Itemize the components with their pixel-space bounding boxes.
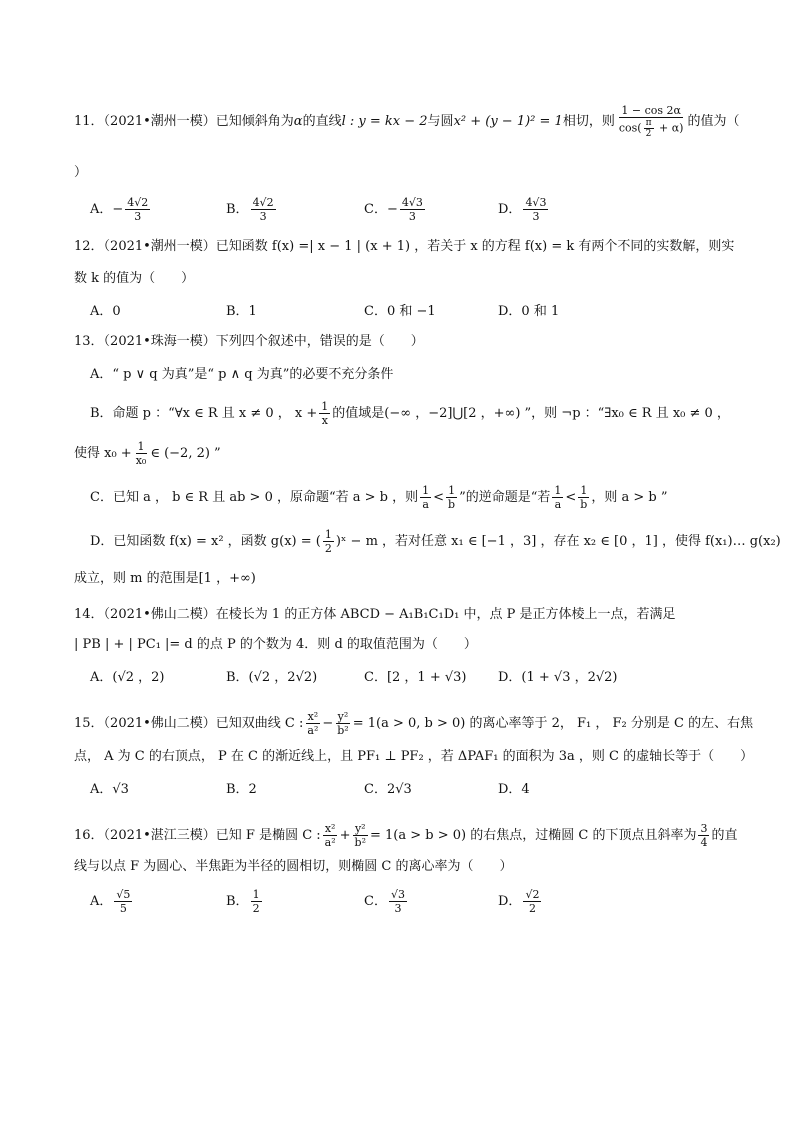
q13-c-frac4-den: b (580, 498, 588, 511)
q16-x2: x² (324, 822, 336, 835)
q16-a2: a² (324, 836, 336, 849)
q11-frac-denominator (617, 118, 686, 139)
q13-c-lt2: < (565, 490, 577, 505)
q13-c-frac4-num: 1 (580, 484, 588, 497)
q13-b-text-b: 的值域是(−∞ ，−2]⋃[2 ，+∞) ”，则 ¬p ：“∃x₀ ∈ R 且 x₀ ≠ 0 ， (332, 406, 730, 421)
q16-option-b (226, 888, 264, 915)
q15-x2: x² (307, 710, 319, 723)
q16-option-c-num: √3 (390, 888, 405, 901)
question-16-stem (74, 822, 737, 849)
q11-option-a-den: 3 (134, 210, 142, 223)
q16-option-a-den: 5 (119, 902, 127, 915)
q16-option-d (498, 888, 543, 915)
q16-text-b: = 1(a > b > 0) 的右焦点，过椭圆 C 的下顶点且斜率为 (370, 828, 697, 843)
q11-text-e: 的值为（ (687, 114, 740, 129)
q11-option-c-sign: − (386, 202, 398, 217)
question-11-stem (74, 104, 740, 139)
q14-option-b: B．(√2 ，2√2) (226, 670, 318, 685)
q14-option-d: D．(1 + √3 ，2√2) (498, 670, 618, 685)
q11-fraction (617, 104, 686, 139)
q15-option-d: D．4 (498, 782, 530, 797)
q11-option-b-label: B． (226, 202, 249, 217)
q15-y2: y² (337, 710, 349, 723)
q16-option-b-label: B． (226, 894, 249, 909)
q16-y2: y² (354, 822, 366, 835)
q11-option-d-label: D． (498, 202, 522, 217)
q11-alpha: α (293, 114, 303, 129)
q11-option-a-num: 4√2 (127, 196, 149, 209)
question-13-stem: 13．（2021•珠海一模）下列四个叙述中，错误的是（ ） (74, 334, 424, 349)
q15-option-b: B．2 (226, 782, 257, 797)
q12-option-d: D．0 和 1 (498, 304, 560, 319)
q11-text-a: 11．（2021•潮州一模）已知倾斜角为 (74, 114, 294, 129)
q13-c-text-a: C．已知 a ， b ∈ R 且 ab > 0 ，原命题“若 a > b ，则 (90, 490, 419, 505)
question-12-stem: 12．（2021•潮州一模）已知函数 f(x) =| x − 1 | (x + 1) ，若关于 x 的方程 f(x) = k 有两个不同的实数解，则实 (74, 239, 735, 254)
q13-b-text-a: B．命题 p ：“∀x ∈ R 且 x ≠ 0 ， x + (90, 406, 318, 421)
q16-option-c (364, 888, 409, 915)
q14-option-a: A．(√2 ，2) (90, 670, 165, 685)
q12-option-b: B．1 (226, 304, 257, 319)
q13-c-frac3-num: 1 (554, 484, 562, 497)
q13-d-frac-num: 1 (324, 528, 332, 541)
q16-b2: b² (354, 836, 366, 849)
question-16-stem-continuation: 线与以点 F 为圆心、半焦距为半径的圆相切，则椭圆 C 的离心率为（ ） (74, 859, 513, 874)
q13-c-lt1: < (433, 490, 445, 505)
q11-option-a-label: A． (90, 202, 113, 217)
q13-option-d-line2: 成立，则 m 的范围是[1 ，+∞) (74, 571, 256, 586)
q11-text-d: 相切，则 (562, 114, 615, 129)
q13-c-text-b: ”的逆命题是“若 (459, 490, 551, 505)
q13-option-c (90, 484, 667, 511)
q16-text-a: 16．（2021•湛江三模）已知 F 是椭圆 C : (74, 828, 321, 843)
q15-text-a: 15．（2021•佛山二模）已知双曲线 C : (74, 716, 304, 731)
q16-slope-num: 3 (700, 822, 708, 835)
q13-c-frac1-den: a (422, 498, 429, 511)
q11-option-c-den: 3 (408, 210, 416, 223)
q13-c-frac2-den: b (448, 498, 456, 511)
q11-den-plus-alpha: + α) (655, 121, 684, 135)
q13-option-b-line2 (74, 440, 221, 467)
q11-option-a-sign: − (112, 202, 124, 217)
q16-option-a-num: √5 (116, 888, 131, 901)
q11-circle-equation: x² + (y − 1)² = 1 (453, 114, 563, 129)
q13-d-text-a: D．已知函数 f(x) = x² ，函数 g(x) = ( (90, 534, 321, 549)
q13-option-b-line1 (90, 400, 730, 427)
q13-c-text-c: ，则 a > b ” (591, 490, 668, 505)
q11-option-d (498, 196, 550, 223)
q16-plus: + (339, 828, 351, 843)
question-15-stem (74, 710, 753, 737)
q16-slope-den: 4 (700, 836, 708, 849)
q16-option-d-label: D． (498, 894, 522, 909)
question-14-stem-continuation: | PB | + | PC₁ |= d 的点 P 的个数为 4．则 d 的取值范围为（ ） (74, 637, 477, 652)
q11-den-cos: cos( (618, 121, 642, 135)
q11-option-b-den: 3 (259, 210, 267, 223)
q11-option-c (364, 196, 427, 223)
q11-text-b: 的直线 (302, 114, 342, 129)
q11-frac-numerator: 1 − cos 2α (621, 104, 681, 117)
q11-option-d-den: 3 (532, 210, 540, 223)
q16-option-b-den: 2 (252, 902, 260, 915)
q11-option-c-num: 4√3 (401, 196, 423, 209)
q16-option-d-den: 2 (528, 902, 536, 915)
q16-option-a (90, 888, 134, 915)
q15-text-b: = 1(a > 0, b > 0) 的离心率等于 2， F₁ ， F₂ 分别是 C 的左、右焦 (352, 716, 754, 731)
question-15-stem-continuation: 点， A 为 C 的右顶点， P 在 C 的渐近线上，且 PF₁ ⊥ PF₂ ，若 ΔPAF₁ 的面积为 3a ，则 C 的虚轴长等于（ ） (74, 749, 754, 764)
q11-option-b-num: 4√2 (252, 196, 274, 209)
q13-b2-text-a: 使得 x₀ + (74, 446, 132, 461)
q15-b2: b² (337, 724, 349, 737)
q13-c-frac3-den: a (554, 498, 562, 511)
q15-option-a: A．√3 (90, 782, 129, 797)
q13-c-frac1-num: 1 (422, 484, 430, 497)
q16-option-d-num: √2 (525, 888, 540, 901)
q11-option-d-num: 4√3 (525, 196, 547, 209)
q11-line-equation: l : y = kx − 2 (341, 114, 428, 129)
q11-option-a (90, 196, 152, 223)
q13-option-d-line1 (90, 528, 781, 555)
q12-option-a: A．0 (90, 304, 121, 319)
q15-minus: − (322, 716, 334, 731)
q13-b2-text-b: ∈ (−2, 2) ” (150, 446, 221, 461)
q13-d-frac-den: 2 (324, 542, 332, 555)
q11-text-c: 与圆 (427, 114, 454, 129)
q15-option-c: C．2√3 (364, 782, 412, 797)
q16-option-c-label: C． (364, 894, 387, 909)
q13-d-text-b: )ˣ − m ，若对任意 x₁ ∈ [−1 ，3] ，存在 x₂ ∈ [0 ，1] ，使得 f(x₁)… g(x₂) (335, 534, 781, 549)
q12-option-c: C．0 和 −1 (364, 304, 436, 319)
q11-den-pi: π (645, 118, 652, 128)
q16-option-c-den: 3 (394, 902, 402, 915)
q13-option-a: A．“ p ∨ q 为真”是“ p ∧ q 为真”的必要不充分条件 (90, 367, 394, 382)
q13-b-frac-den: x (321, 414, 328, 427)
q11-option-b (226, 196, 278, 223)
question-12-stem-continuation: 数 k 的值为（ ） (74, 271, 195, 286)
q13-b-frac-num: 1 (321, 400, 329, 413)
q16-option-a-label: A． (90, 894, 113, 909)
q16-text-c: 的直 (711, 828, 738, 843)
q13-b2-frac-num: 1 (137, 440, 145, 453)
q15-a2: a² (307, 724, 319, 737)
q11-den-two: 2 (645, 129, 652, 139)
q11-option-c-label: C． (364, 202, 387, 217)
question-14-stem: 14．（2021•佛山二模）在棱长为 1 的正方体 ABCD − A₁B₁C₁D₁ 中，点 P 是正方体棱上一点，若满足 (74, 607, 676, 622)
q11-stem-continuation: ） (74, 165, 88, 180)
q14-option-c: C．[2 ，1 + √3) (364, 670, 467, 685)
q16-option-b-num: 1 (252, 888, 260, 901)
q13-c-frac2-num: 1 (448, 484, 456, 497)
q13-b2-frac-den: x₀ (135, 454, 147, 467)
